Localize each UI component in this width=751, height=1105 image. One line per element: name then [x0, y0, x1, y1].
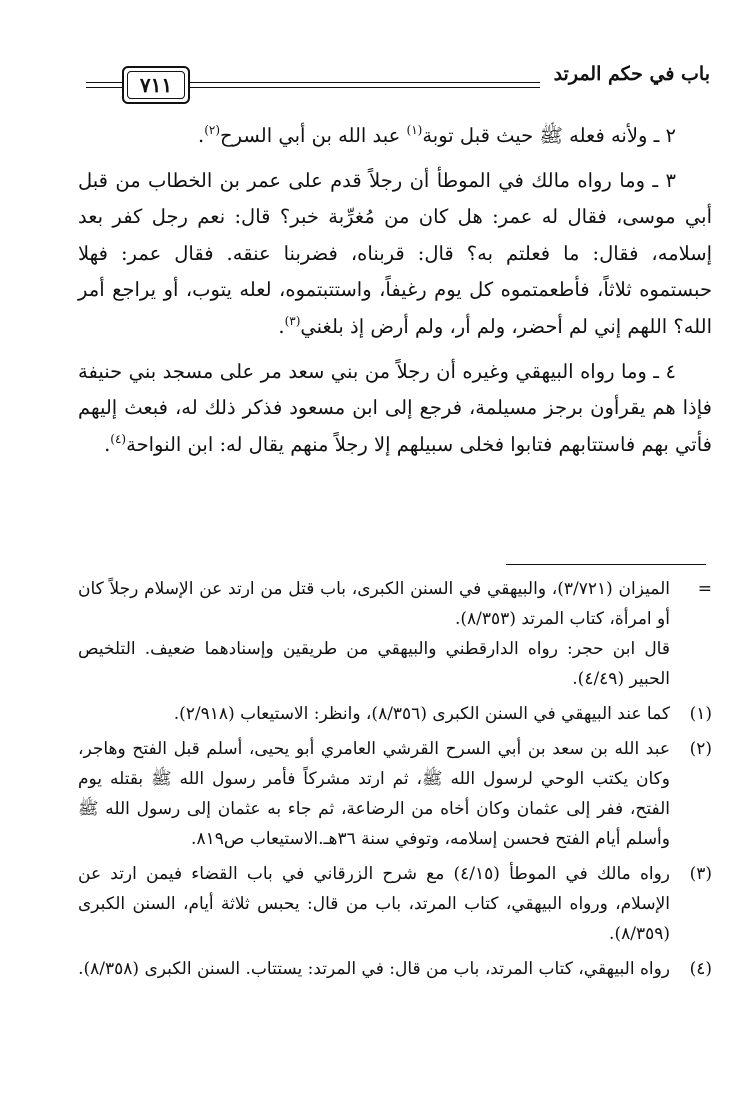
paragraph: [78, 118, 712, 155]
page-number: ٧١١: [139, 73, 173, 97]
paragraph-text: ٢ ـ ولأنه فعله ﷺ حيث قبل توبة: [422, 124, 676, 147]
footnote-3: [78, 859, 712, 949]
paragraph-end: .: [104, 432, 111, 456]
footnote-1: [78, 699, 712, 729]
footnote-marker: (٤): [689, 959, 712, 979]
paragraph: [78, 163, 712, 346]
footnote-continuation: [78, 574, 712, 694]
paragraph-text: ٣ ـ وما رواه مالك في الموطأ أن رجلاً قدم على عمر بن الخطاب من قبل أبي موسى، فقال له عمر: هل كان من مُغرِّبة خبر؟ قال: نعم رجل كفر بعد إسلامه، فقال: ما فعلتم به؟ قال: قربناه، فضربنا عنقه. فقال عمر: فهلا حبستموه ثلاثاً، فأطعمتموه كل يوم رغيفاً، واستتبتموه، لعله يتوب، أو يراجع أمر الله؟ اللهم إني لم أحضر، ولم أر، ولم أرض إذ بلغني: [78, 168, 712, 338]
paragraph-end: .: [278, 314, 285, 338]
paragraph-text: ٤ ـ وما رواه البيهقي وغيره أن رجلاً من بني سعد مر على مسجد بني حنيفة فإذا هم يقرأون برجز مسيلمة، فرجع إلى ابن مسعود فذكر ذلك له، فبعث إليهم فأتي بهم فاستتابهم فتابوا فخلى سبيلهم إلا رجلاً منهم يقال له: ابن النواحة: [78, 359, 712, 456]
footnote-text: كما عند البيهقي في السنن الكبرى (٨/٣٥٦)، وانظر: الاستيعاب (٢/٩١٨).: [173, 704, 670, 724]
page-number-frame: [127, 71, 185, 99]
page-number-box: [122, 66, 190, 104]
paragraph-text: عبد الله بن أبي السرح: [220, 124, 407, 147]
footnote-text: الميزان (٣/٧٢١)، والبيهقي في السنن الكبرى، باب قتل من ارتد عن الإسلام رجلاً كان أو امرأة، كتاب المرتد (٨/٣٥٣).: [78, 579, 671, 629]
main-text: [78, 118, 712, 471]
footnote-marker: (١): [689, 704, 712, 724]
footnote-ref[interactable]: (٤): [110, 431, 127, 446]
footnote-marker: (٢): [689, 739, 712, 759]
footnote-text: عبد الله بن سعد بن أبي السرح القرشي العامري أبو يحيى، أسلم قبل الفتح وهاجر، وكان يكتب الوحي لرسول الله ﷺ، ثم ارتد مشركاً فأمر رسول الله ﷺ بقتله يوم الفتح، ففر إلى عثمان وكان أخاه من الرضاعة، ثم جاء به عثمان إلى رسول الله ﷺ وأسلم أيام الفتح فحسن إسلامه، وتوفي سنة ٣٦هـ.الاستيعاب ص٨١٩.: [78, 739, 670, 849]
page-header: [86, 60, 710, 110]
footnote-text: رواه مالك في الموطأ (٤/١٥) مع شرح الزرقاني في باب القضاء فيمن ارتد عن الإسلام، ورواه البيهقي، كتاب المرتد، باب من قال: يحبس ثلاثة أيام، السنن الكبرى (٨/٣٥٩).: [78, 864, 671, 944]
paragraph: [78, 354, 712, 464]
footnote-text: رواه البيهقي، كتاب المرتد، باب من قال: في المرتد: يستتاب. السنن الكبرى (٨/٣٥٨).: [78, 959, 670, 979]
footnote-text: قال ابن حجر: رواه الدارقطني والبيهقي من طريقين وإسنادهما ضعيف. التلخيص الحبير (٤/٤٩).: [78, 639, 670, 689]
chapter-title: باب في حكم المرتد: [553, 63, 710, 85]
header-rule: [86, 87, 116, 88]
footnote-ref[interactable]: (٢): [204, 123, 221, 137]
footnote-2: [78, 734, 712, 854]
footnote-divider: [506, 564, 706, 565]
footnote-4: [78, 954, 712, 984]
paragraph-end: .: [197, 124, 205, 147]
footnote-marker: =: [697, 579, 712, 599]
footnote-ref[interactable]: (١): [406, 123, 423, 137]
footnote-marker: (٣): [689, 864, 712, 884]
header-rule: [86, 82, 116, 83]
footnote-ref[interactable]: (٣): [284, 313, 301, 328]
footnotes: [78, 574, 712, 989]
